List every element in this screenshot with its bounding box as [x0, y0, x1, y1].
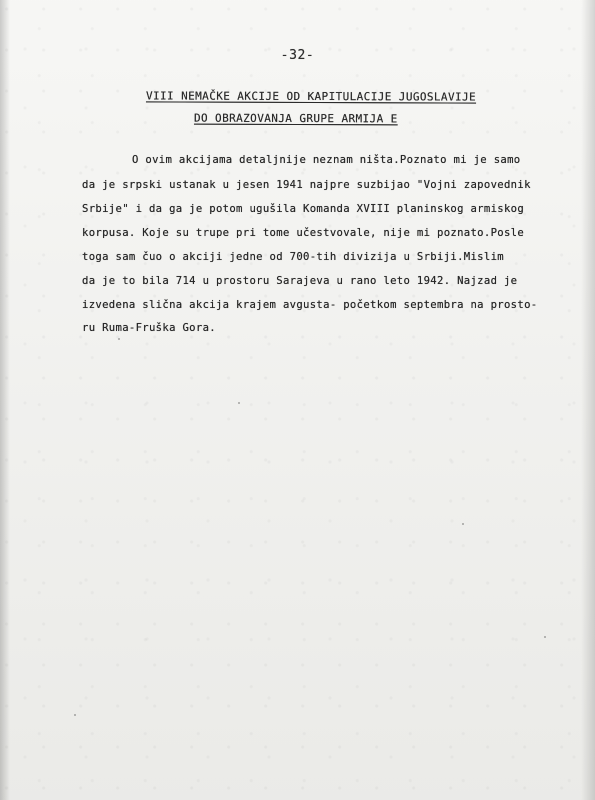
left-scan-shadow	[0, 0, 10, 800]
scan-speck	[118, 338, 120, 340]
section-heading-line-1: VIII NEMAČKE AKCIJE OD KAPITULACIJE JUGOSLAVIJE	[145, 89, 477, 104]
body-line-3: Srbije" i da ga je potom ugušila Komanda XVIII planinskog armiskog	[82, 203, 525, 215]
page-number: -32-	[280, 48, 315, 63]
section-heading-line-2: DO OBRAZOVANJA GRUPE ARMIJA E	[193, 111, 398, 126]
body-line-6: da je to bila 714 u prostoru Sarajeva u rano leto 1942. Najzad je	[82, 275, 518, 287]
body-line-2: da je srpski ustanak u jesen 1941 najpre suzbijao "Vojni zapovednik	[82, 179, 531, 191]
scan-speck	[238, 402, 240, 404]
body-line-1: O ovim akcijama detaljnije neznam ništa.Poznato mi je samo	[132, 154, 521, 166]
scan-speck	[544, 636, 546, 638]
body-line-7: izvedena slična akcija krajem avgusta- početkom septembra na prosto-	[82, 299, 538, 311]
body-line-5: toga sam čuo o akciji jedne od 700-tih divizija u Srbiji.Mislim	[82, 251, 504, 263]
body-line-8: ru Ruma-Fruška Gora.	[82, 322, 216, 334]
right-scan-shadow	[581, 0, 595, 800]
scan-speck	[462, 523, 464, 525]
body-line-4: korpusa. Koje su trupe pri tome učestvovale, nije mi poznato.Posle	[82, 227, 525, 239]
scan-speck	[74, 714, 76, 716]
